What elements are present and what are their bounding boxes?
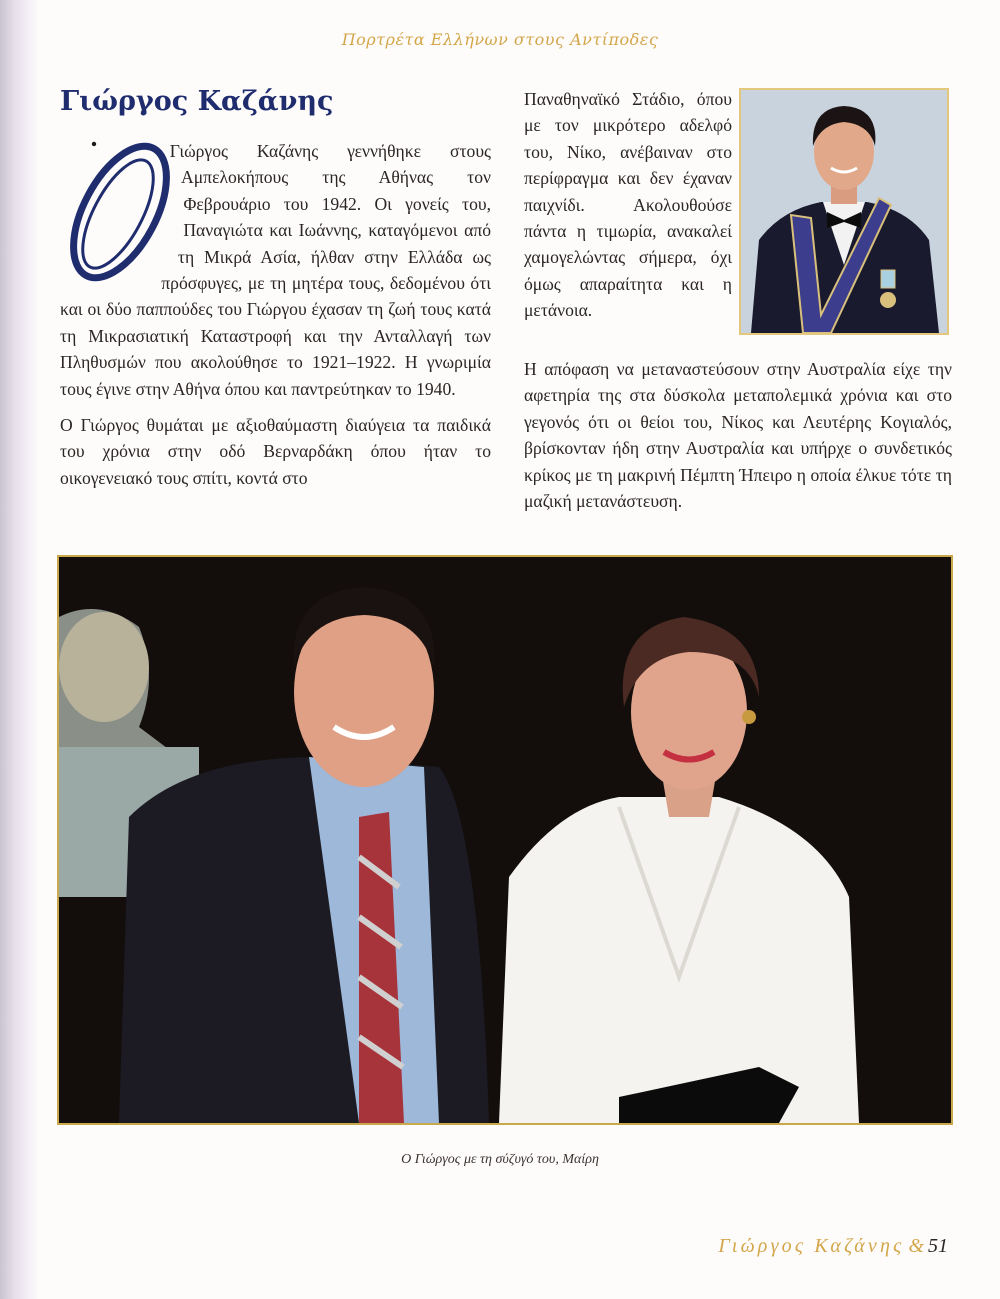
page-number: 51 [928,1235,948,1257]
footer-name: Γιώργος Καζάνης [718,1235,905,1257]
footer-separator: & [908,1235,924,1257]
paragraph-emigration: Η απόφαση να μεταναστεύσουν στην Αυστραλία είχε την αφετηρία της στα δύσκολα μεταπολεμικά χρόνια και στο γεγονός ότι οι θείοι του, Νίκος και Λευτέρης Κογιαλός, βρίσκονταν ήδη στην Αυστραλία και υπήρχε ο συνδετικός κρίκος με τη μακρινή Πέμπτη Ήπειρο η οποία έλκυε τότε τη μαζική μετανάστευση. [524,359,952,512]
running-head: Πορτρέτα Ελλήνων στους Αντίποδες [341,30,659,49]
drop-cap-o-icon [56,138,186,286]
right-column-bottom [524,356,952,524]
couple-image [59,557,951,1123]
portrait-photo [739,88,949,335]
left-column [60,138,491,501]
couple-photo [57,555,953,1125]
page-footer [718,1235,948,1258]
photo-caption: Ο Γιώργος με τη σύζυγό του, Μαίρη [401,1152,599,1167]
paragraph-childhood: Ο Γιώργος θυμάται με αξιοθαύμαστη διαύγεια τα παιδικά του χρόνια στην οδό Βερναρδάκη όπου ήταν το οικογενειακό τους σπίτι, κοντά στο [60,415,491,488]
portrait-image [741,90,947,333]
paragraph-birth: Γιώργος Καζάνης γεννήθηκε στους Αμπελοκήπους της Αθήνας τον Φεβρουάριο του 1942. Οι γονείς του, Παναγιώτα και Ιωάννης, καταγόμενοι από τη Μικρά Ασία, ήλθαν στην Ελλάδα ως πρόσφυγες, με τη μητέρα τους, δεδομένου ότι και οι δύο παππούδες του Γιώργου έχασαν τη ζωή τους κατά τη Μικρασιατική Καταστροφή και την Ανταλλαγή των Πληθυσμών που ακολούθησε το 1921–1922. Η γνωριμία τους έγινε στην Αθήνα όπου και παντρεύτηκαν το 1940. [60,141,491,399]
article-title: Γιώργος Καζάνης [60,86,334,117]
page-gutter-shadow [0,0,40,1299]
paragraph-stadium: Παναθηναϊκό Στάδιο, όπου με τον μικρότερο αδελφό του, Νίκο, ανέβαιναν στο περίφραγμα και δεν έχαναν παιχνίδι. Ακολουθούσε πάντα η τιμωρία, ανακαλεί χαμογελώντας σήμερα, όχι όμως απαραίτητα και η μετάνοια. [524,89,732,321]
drop-cap [56,138,186,286]
